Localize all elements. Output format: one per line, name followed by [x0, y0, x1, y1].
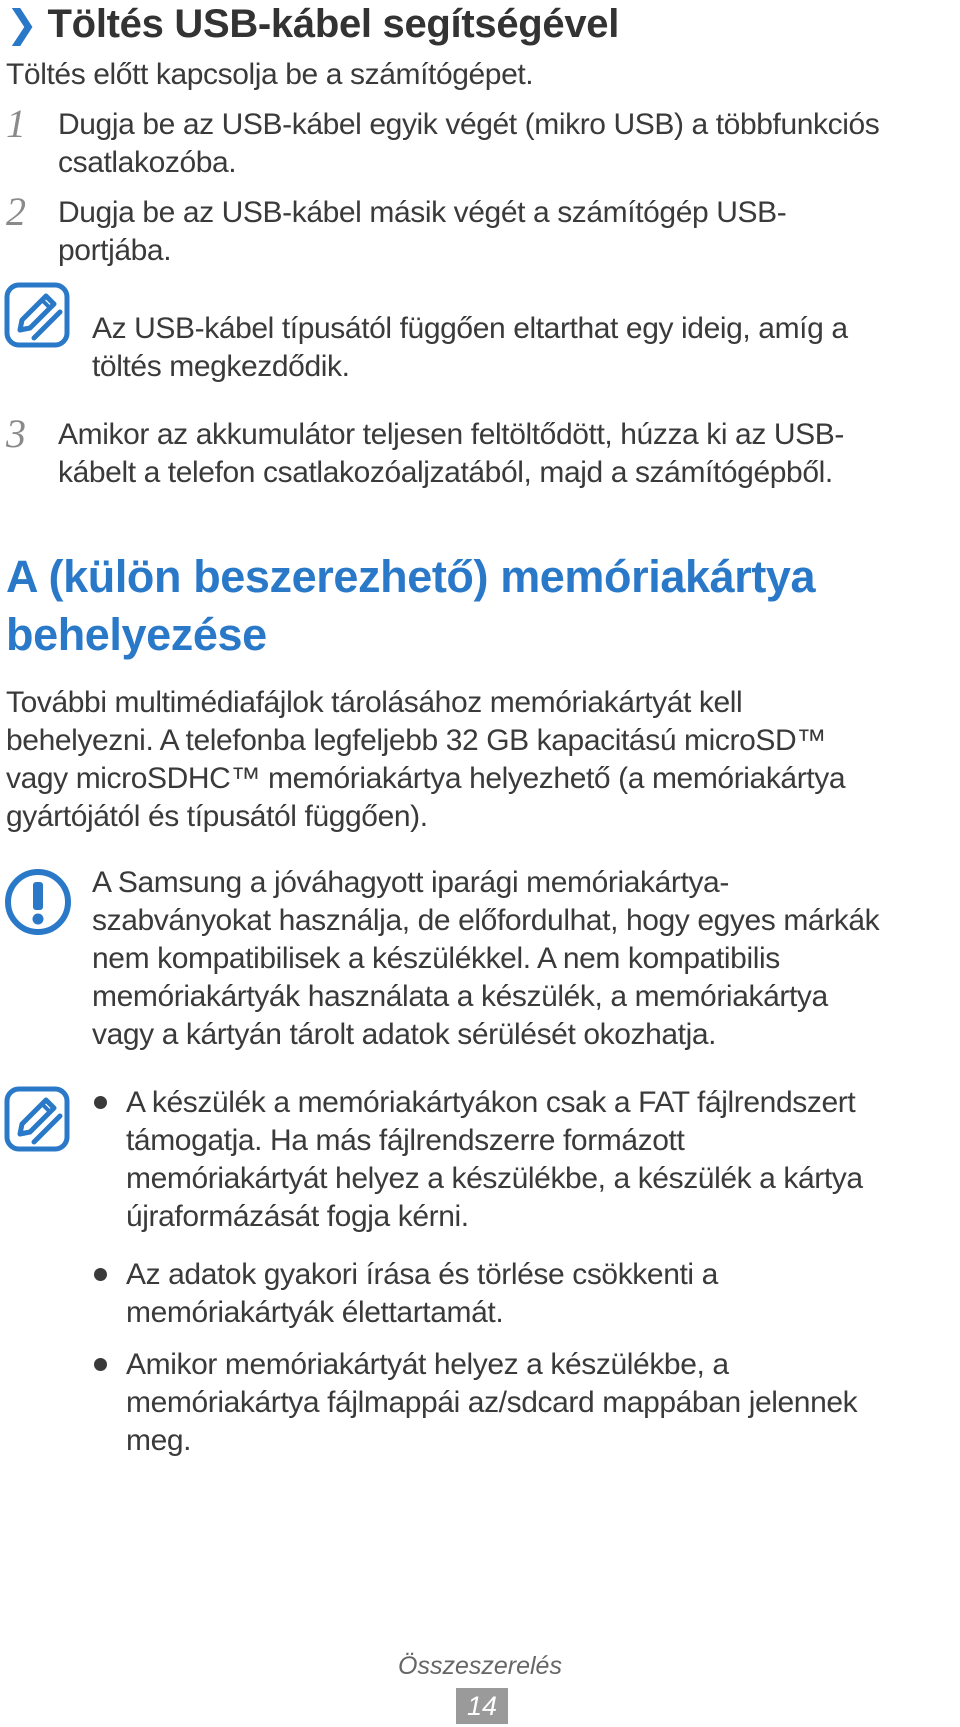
- note-text-line: Az USB-kábel típusától függően eltarthat egy ideig, amíg a: [92, 312, 848, 345]
- page-number: 14: [456, 1688, 508, 1724]
- bullet-text-line: Amikor memóriakártyát helyez a készülékbe, a: [126, 1348, 729, 1381]
- body-text-line: További multimédiafájlok tárolásához memóriakártyát kell: [6, 686, 743, 719]
- bullet-text-line: meg.: [126, 1424, 192, 1457]
- step-text-line: portjába.: [58, 234, 172, 267]
- step-text-line: csatlakozóba.: [58, 146, 237, 179]
- chevron-right-icon: ❯: [6, 4, 38, 46]
- page-title-line: behelyezése: [6, 609, 267, 660]
- section-heading-text: Töltés USB-kábel segítségével: [47, 2, 620, 46]
- step-number: 3: [6, 411, 26, 456]
- step-text-line: Dugja be az USB-kábel másik végét a számítógép USB-: [58, 196, 787, 229]
- bullet-text-line: Az adatok gyakori írása és törlése csökkenti a: [126, 1258, 718, 1291]
- body-text-line: gyártójától és típusától függően).: [6, 800, 428, 833]
- bullet-text-line: újraformázását fogja kérni.: [126, 1200, 469, 1233]
- note-pencil-icon: [4, 282, 70, 348]
- page-title-line: A (külön beszerezhető) memóriakártya: [6, 551, 816, 602]
- warning-text-line: A Samsung a jóváhagyott iparági memóriakártya-: [92, 866, 729, 899]
- bullet-icon: [94, 1358, 107, 1371]
- bullet-text-line: támogatja. Ha más fájlrendszerre formázott: [126, 1124, 685, 1157]
- bullet-text-line: A készülék a memóriakártyákon csak a FAT fájlrendszert: [126, 1086, 856, 1119]
- body-text-line: behelyezni. A telefonba legfeljebb 32 GB kapacitású microSD™: [6, 724, 826, 757]
- step-number: 2: [6, 189, 26, 234]
- warning-text-line: szabványokat használja, de előfordulhat, hogy egyes márkák: [92, 904, 880, 937]
- intro-text: Töltés előtt kapcsolja be a számítógépet.: [6, 58, 534, 91]
- bullet-icon: [94, 1268, 107, 1281]
- warning-exclamation-icon: [4, 868, 72, 936]
- warning-text-line: vagy a kártyán tárolt adatok sérülését okozhatja.: [92, 1018, 717, 1051]
- bullet-icon: [94, 1096, 107, 1109]
- step-text-line: kábelt a telefon csatlakozóaljzatából, majd a számítógépből.: [58, 456, 833, 489]
- step-text-line: Amikor az akkumulátor teljesen feltöltődött, húzza ki az USB-: [58, 418, 844, 451]
- step-text-line: Dugja be az USB-kábel egyik végét (mikro USB) a többfunkciós: [58, 108, 880, 141]
- section-heading-usb-charging: [6, 2, 619, 47]
- warning-text-line: nem kompatibilisek a készülékkel. A nem kompatibilis: [92, 942, 780, 975]
- bullet-text-line: memóriakártya fájlmappái az/sdcard mappában jelennek: [126, 1386, 858, 1419]
- note-text-line: töltés megkezdődik.: [92, 350, 350, 383]
- bullet-text-line: memóriakártyát helyez a készülékbe, a készülék a kártya: [126, 1162, 863, 1195]
- step-number: 1: [6, 101, 26, 146]
- footer-section-name: Összeszerelés: [398, 1652, 562, 1680]
- bullet-text-line: memóriakártyák élettartamát.: [126, 1296, 504, 1329]
- body-text-line: vagy microSDHC™ memóriakártya helyezhető (a memóriakártya: [6, 762, 846, 795]
- warning-text-line: memóriakártyák használata a készülék, a memóriakártya: [92, 980, 828, 1013]
- note-pencil-icon: [4, 1086, 70, 1152]
